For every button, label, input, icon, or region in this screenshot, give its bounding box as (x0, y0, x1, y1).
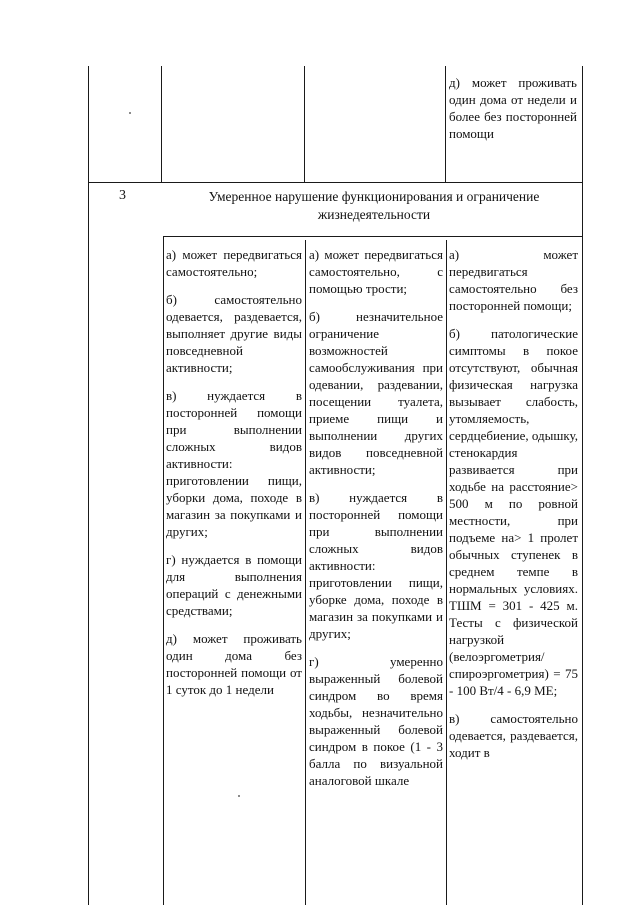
col1-item-a: а) может передвигаться самостоятельно; (166, 247, 302, 279)
col2-item-d: г) умеренно выраженный болевой синдром во время ходьбы, незначительно выраженный болевой синдром в покое (1 - 3 балла по визуальной аналоговой шкале (309, 654, 443, 788)
col1-item-d: г) нуждается в помощи для выполнения операций с денежными средствами; (166, 552, 302, 618)
col1-item-b: б) самостоятельно одевается, раздевается, выполняет другие виды повседневной активности; (166, 292, 302, 375)
col2-item-c: в) нуждается в посторонней помощи при выполнении сложных видов активности: приготовлении пищи, уборке дома, походе в магазин за покупками и других; (309, 490, 443, 641)
table-border-left (88, 66, 89, 905)
row-divider-top (88, 182, 583, 183)
col-divider-3 (445, 66, 446, 182)
col1-cell (166, 246, 302, 709)
col2-cell (309, 246, 443, 800)
header-bottom-border (163, 236, 583, 237)
col-divider-2 (304, 66, 305, 182)
col1-item-e: д) может проживать один дома без посторонней помощи от 1 суток до 1 недели (166, 631, 302, 697)
col-divider-2b (305, 240, 306, 905)
col-divider-1 (161, 66, 162, 182)
col3-cell (449, 246, 578, 772)
row-number: 3 (119, 188, 126, 203)
col1-item-c: в) нуждается в посторонней помощи при выполнении сложных видов активности: приготовлении пищи, уборки дома, походе в магазин за покупками и других; (166, 388, 302, 539)
scan-speck (129, 112, 131, 114)
col2-item-a: а) может передвигаться самостоятельно, с помощью трости; (309, 247, 443, 296)
prev-row-col3-text: д) может проживать один дома от недели и более без посторонней помощи (449, 75, 577, 141)
scan-speck (238, 795, 240, 797)
prev-row-col3-cell (449, 74, 577, 153)
section-header: Умеренное нарушение функционирования и ограничение жизнедеятельности (208, 189, 540, 222)
col-divider-1b (163, 236, 164, 905)
col-divider-3b (446, 240, 447, 905)
col3-item-b: б) патологические симптомы в покое отсутствуют, обычная физическая нагрузка вызывает слабость, утомляемость, сердцебиение, одышку, стенокардия развивается при ходьбе на расстояние> 500 м по ровной местности, при подъеме на> 1 пролет обычных ступенек в среднем темпе в нормальных условиях. ТШМ = 301 - 425 м. Тесты с физической нагрузкой (велоэргометрия/спироэргометрия) = 75 - 100 Вт/4 - 6,9 МЕ; (449, 326, 578, 698)
table-border-right (582, 66, 583, 905)
col3-item-c: в) самостоятельно одевается, раздевается, ходит в (449, 711, 578, 760)
col2-item-b: б) незначительное ограничение возможностей самообслуживания при одевании, раздевании, посещении туалета, приеме пищи и выполнении других видов повседневной активности; (309, 309, 443, 477)
col3-item-a: а) может передвигаться самостоятельно без посторонней помощи; (449, 247, 578, 313)
